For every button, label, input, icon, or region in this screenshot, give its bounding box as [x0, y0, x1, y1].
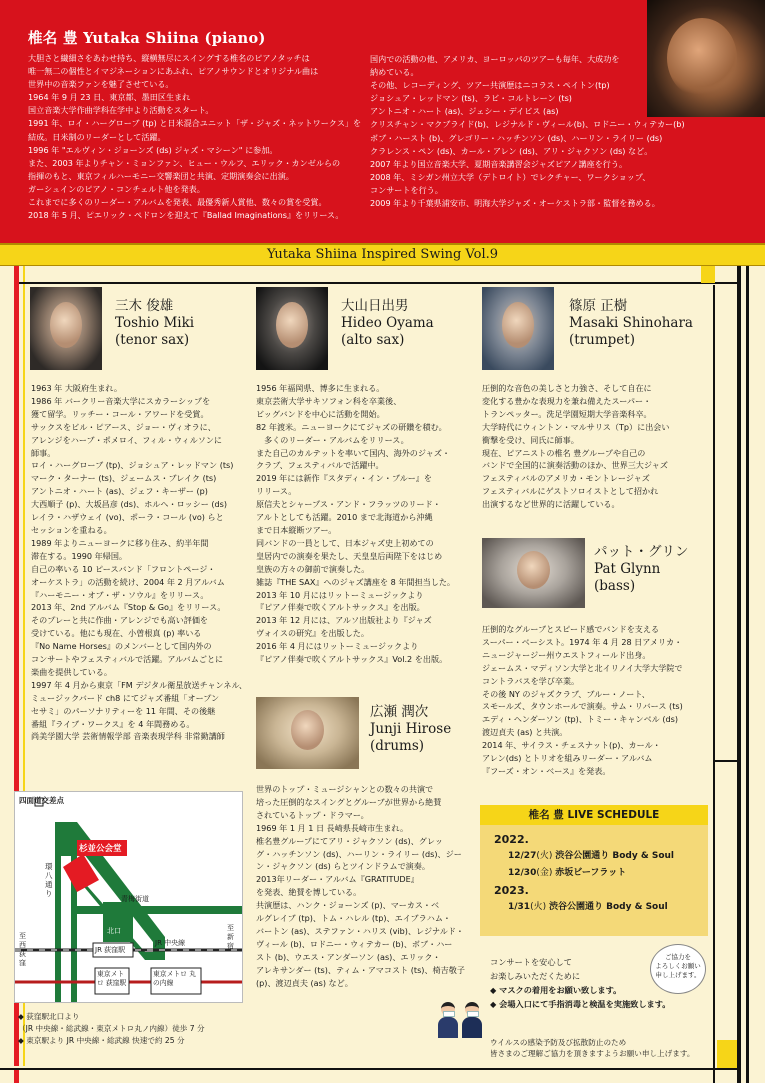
bio-line: ルグレイブ (tp)、トム・ハレル (tp)、エイブラハム・: [256, 913, 452, 924]
bio-line: 指揮のもと、東京フィルハーモニー交響楽団と共演、定期演奏会に出演。: [28, 170, 294, 181]
bio-line: スーパー・ベーシスト。1974 年 4 月 28 日アメリカ・: [482, 636, 683, 647]
event-weekday: (火): [536, 851, 556, 861]
bio-line: 2013 年 10 月にはリットーミュージックより: [256, 589, 424, 600]
bio-line: アルトとしても活躍。2010 まで北海道から沖縄: [256, 512, 433, 523]
bio-line: 圧倒的な音色の美しさと力強さ、そして自在に: [482, 383, 652, 393]
bio-line: また、2003 年よりチャン・ミョンファン、ヒュー・ウルフ、エリック・カンゼルらの: [28, 157, 341, 168]
access-note-line: ◆ 東京駅より JR 中央線・総武線 快速で約 25 分: [18, 1036, 185, 1045]
bio-line: 滞在する。1990 年帰国。: [31, 550, 128, 561]
bio-line: 1964 年 9 月 23 日、東京都、墨田区生まれ: [28, 92, 191, 103]
covid-intro-line: お楽しみいただくために: [490, 971, 581, 981]
map-crossing-label: 四面道交差点: [19, 796, 64, 805]
schedule-year: 2023.: [494, 884, 529, 897]
member-name-hirose: [370, 704, 451, 755]
bio-line: サックスをビル・ピアース、ジョー・ヴィオラに、: [31, 421, 216, 432]
bio-line: 納めている。: [370, 67, 419, 78]
member-name-glynn: [594, 544, 689, 595]
bio-line: 雑誌『THE SAX』へのジャズ講座を 8 年間担当した。: [256, 576, 456, 587]
bio-line: 『フーズ・オン・ベース』を発表。: [482, 765, 611, 776]
band-title: Yutaka Shiina Inspired Swing Vol.9: [266, 247, 499, 262]
bio-line: 1963 年 大阪府生まれ。: [31, 383, 122, 393]
bio-line: 1986 年 バークリー音楽大学にスカラーシップを: [31, 395, 211, 406]
frame-right-black-2: [746, 266, 749, 1083]
access-note-line: ◆ 荻窪駅北口より: [18, 1012, 80, 1021]
bio-line: ヴィール (b)、ロドニー・ウィテカー (b)、ボブ・ハー: [256, 938, 453, 949]
event-weekday: (金): [536, 868, 556, 878]
bio-line: 番組『ライブ・ワークス』を 4 年間務める。: [31, 718, 195, 729]
bio-line: アントニオ・ハート (as)、ジェフ・キーザー (p): [31, 486, 208, 497]
bio-line: ボブ・ハースト (b)、グレゴリー・ハッチンソン (ds)、ハーリン・ライリー (ds): [370, 132, 663, 143]
bio-line: アントニオ・ハート (as)、ジェシー・デイビス (as): [370, 106, 559, 117]
bio-line: 出演するなど世界的に活躍している。: [482, 499, 620, 510]
bio-line: 世界のトップ・ミュージシャンとの数々の共演で: [256, 784, 434, 794]
bio-line: ビッグバンドを中心に活動を開始。: [256, 408, 385, 419]
event-venue: 渋谷公園通り Body & Soul: [548, 902, 668, 912]
bio-line: 楽曲を提供している。: [31, 666, 112, 677]
bio-line: リリース。: [256, 486, 297, 497]
map-chuo-line: JR 中央線: [155, 939, 186, 947]
schedule-event: [494, 848, 674, 865]
bio-line: 世界中の音楽ファンを魅了させている。: [28, 79, 174, 90]
bubble-line: よろしくお願い: [655, 962, 701, 970]
bio-line: コンサートを行う。: [370, 184, 443, 195]
event-date: 12/30: [508, 868, 537, 878]
frame-bottom-red: [14, 1070, 19, 1083]
bio-line: スモールズ、タウンホールで演奏。サム・リバース (ts): [482, 701, 683, 712]
map-direction-west: 至西荻窪: [19, 932, 26, 967]
bio-line: 1956 年福岡県、博多に生まれる。: [256, 383, 385, 393]
map-hall-label: 杉並公会堂: [79, 844, 122, 854]
bio-line: また自己のカルテットを率いて国内、海外のジャズ・: [256, 447, 451, 458]
bio-line: バンドで全国的に演奏活動のほか、世界三大ジャズ: [482, 460, 668, 471]
member-bio-glynn: [482, 623, 683, 778]
bio-line: ジョシュア・レッドマン (ts)、ラビ・コルトレーン (ts): [370, 93, 572, 104]
venue-map: [14, 791, 243, 1003]
bio-line: 2013 年、2nd アルバム『Stop & Go』をリリース。: [31, 602, 226, 613]
live-schedule: [480, 805, 708, 936]
schedule-list: [494, 831, 674, 916]
bio-line: 国内での活動の他、アメリカ、ヨーロッパのツアーも毎年、大成功を: [370, 54, 620, 64]
bio-line: 同バンドの一員として、日本ジャズ史上初めての: [256, 537, 434, 548]
member-name-jp: 広瀬 潤次: [370, 704, 429, 720]
toshio-miki-photo: [30, 287, 102, 370]
bio-line: 衝撃を受け、同氏に師事。: [482, 434, 579, 445]
bio-line: マーク・ターナー (ts)、ジェームス・ブレイク (ts): [31, 473, 217, 484]
bio-line: ロイ・ハーグローブ (tp)、ジョシュア・レッドマン (ts): [31, 460, 234, 471]
frame-right-inner: [713, 285, 715, 1083]
covid-notice: [490, 955, 670, 1011]
bio-line: 1991 年、ロイ・ハーグローブ (tp) と日米混合ユニット「ザ・ジャズ・ネットワークス」を: [28, 118, 362, 129]
map-marunouchi: 東京メトロ 丸の内線: [153, 970, 196, 987]
member-instrument: (tenor sax): [115, 332, 190, 348]
bio-line: 大学時代にウィントン・マルサリス（Tp）に出会い: [482, 421, 670, 432]
virus-note-line: 皆さまのご理解ご協力を頂きますようお願い申し上げます。: [490, 1049, 695, 1058]
bio-line: 原信夫とシャープス・アンド・フラッツのリード・: [256, 499, 441, 510]
bio-line: 大胆さと繊細さをあわせ持ち、縦横無尽にスイングする椎名のピアノタッチは: [28, 53, 310, 63]
schedule-event: [494, 899, 674, 916]
member-name-en: Pat Glynn: [594, 561, 661, 577]
bio-line: 皇居内での演奏を果たし、天皇皇后両陛下をはじめ: [256, 550, 443, 561]
covid-item: ◆ マスクの着用をお願い致します。: [490, 985, 622, 995]
schedule-year: 2022.: [494, 833, 529, 846]
bio-line: 2018 年 5 月、ピエリック・ペドロンを迎えて『Ballad Imaginations』をリリース。: [28, 210, 344, 221]
header-bio-right: [370, 53, 685, 210]
bio-line: 皇族の方々の御前で演奏した。: [256, 563, 370, 574]
bio-line: そのプレーと共に作曲・アレンジでも高い評価を: [31, 615, 209, 626]
frame-right-black: [737, 266, 741, 1083]
member-name-en: Toshio Miki: [115, 315, 195, 331]
frame-bottom-line: [0, 1068, 737, 1070]
bio-line: ヴォイスの研究』を出版した。: [256, 628, 369, 639]
bio-line: 『ハーモニー・オブ・ザ・ソウル』をリリース。: [31, 589, 209, 600]
junji-hirose-photo: [256, 697, 359, 769]
bio-line: ガーシュインのピアノ・コンチェルト他を発表。: [28, 183, 205, 194]
bio-line: バートン (as)、ステファン・ハリス (vib)、レジナルド・: [256, 925, 465, 936]
yutaka-shiina-photo: [647, 0, 765, 117]
bio-line: ニュージャージー州ウエストフィールド出身。: [482, 649, 651, 660]
map-direction-shinjuku: 至新宿: [227, 924, 234, 950]
map-road-kanpachi: 環八通り: [45, 862, 53, 898]
bio-line: セサミ」のパーソナリティーを 11 年間、その後継: [31, 705, 216, 716]
map-tokyo-metro: 東京メトロ 荻窪駅: [97, 970, 127, 987]
bio-line: 唯一無二の個性とイマジネーションにあふれ、ピアノサウンドとオリジナル曲は: [28, 66, 319, 77]
bio-line: これまでに多くのリーダー・アルバムを発表、最優秀新人賞他、数々の賞を受賞。: [28, 197, 327, 208]
bio-line: されているトップ・ドラマー。: [256, 809, 369, 820]
bio-line: 2009 年より千葉県浦安市、明海大学ジャズ・オーケストラ部・監督を務める。: [370, 198, 660, 209]
member-bio-shinohara: [482, 382, 670, 511]
bio-line: 2008 年、ミシガン州立大学（デトロイト）でレクチャー、ワークショップ、: [370, 171, 651, 182]
bio-line: 『No Name Horses』のメンバーとして国内外の: [31, 641, 212, 652]
bio-line: フェスティバルにゲストソロイストとして招かれ: [482, 486, 659, 497]
masked-people-illustration: [438, 1002, 484, 1038]
bio-line: 2019 年には新作『スタディ・イン・ブルー』を: [256, 473, 432, 484]
member-name-en: Masaki Shinohara: [569, 315, 693, 331]
covid-item: ◆ 会場入口にて手指消毒と検温を実施致します。: [490, 999, 671, 1009]
header-title: 椎名 豊 Yutaka Shiina (piano): [28, 30, 266, 47]
schedule-event: [494, 865, 674, 882]
event-venue: 赤坂ビーフラット: [555, 868, 627, 878]
bio-line: コントラバスを学び卒業。: [482, 675, 580, 686]
bio-line: レイラ・ハザウェイ (vo)、ポーラ・コール (vo) らと: [31, 512, 224, 523]
member-instrument: (alto sax): [341, 332, 405, 348]
event-venue: 渋谷公園通り Body & Soul: [555, 851, 674, 861]
event-date: 1/31: [508, 902, 531, 912]
bio-line: アレキサンダー (ts)、ティム・アマコスト (ts)、椅吉敬子: [256, 964, 465, 975]
bio-line: 大西順子 (p)、大坂昌彦 (ds)、ホルヘ・ロッシー (ds): [31, 499, 228, 510]
bio-line: グ・ハッチンソン (ds)、ハーリン・ライリー (ds)、ジー: [256, 848, 462, 859]
bio-line: 2016 年 4 月にはリットーミュージックより: [256, 641, 419, 652]
frame-yellow-block: [701, 266, 715, 283]
bio-line: クラブ、フェスティバルで活躍中。: [256, 460, 384, 471]
speech-bubble: [650, 944, 706, 994]
bio-line: 82 年渡米。ニューヨークにてジャズの研鑽を積む。: [256, 421, 447, 432]
bio-line: アレン(ds) とトリオを組みリーダー・アルバム: [482, 753, 653, 764]
member-name-jp: 篠原 正樹: [569, 298, 628, 314]
bio-line: コンサートやフェスティバルで活躍。アルバムごとに: [31, 654, 224, 665]
event-date: 12/27: [508, 851, 537, 861]
bio-line: 2013 年 12 月には、アルソ出版社より『ジャズ: [256, 615, 432, 626]
bio-line: スト (b)、ウエス・アンダーソン (as)、エリック・: [256, 951, 441, 962]
bio-line: ミュージックバード ch8 にてジャズ番組「オープン: [31, 692, 220, 703]
bio-line: 『ピアノ伴奏で吹くアルトサックス』Vol.2 を出版。: [256, 654, 448, 665]
bio-line: 自己の率いる 10 ピースバンド「フロントページ・: [31, 563, 216, 574]
member-bio-miki: [31, 382, 247, 743]
member-name-shinohara: [569, 298, 693, 349]
bio-line: その後 NY のジャズクラブ、ブルー・ノート、: [482, 688, 650, 699]
member-name-en: Hideo Oyama: [341, 315, 434, 331]
member-name-jp: 大山日出男: [341, 298, 409, 314]
bio-line: 1997 年 4 月から東京「FM デジタル衛星放送チャンネル、: [31, 679, 248, 690]
bio-line: 共演歴は、ハンク・ジョーンズ (p)、マーカス・ベ: [256, 900, 440, 911]
member-name-jp: 三木 俊雄: [115, 298, 174, 314]
frame-bottom-yellow: [717, 1040, 737, 1070]
bio-line: 1989 年よりニューヨークに移り住み、約半年間: [31, 537, 209, 548]
bio-line: 『ピアノ伴奏で吹くアルトサックス』を出版。: [256, 602, 425, 613]
bio-line: その他、レコーディング、ツアー共演歴はニコラス・ペイトン(tp): [370, 80, 610, 91]
bio-line: ン・ジャクソン (ds) らとツインドラムで演奏。: [256, 861, 430, 872]
member-instrument: (trumpet): [569, 332, 635, 348]
member-instrument: (bass): [594, 578, 636, 594]
bio-line: 1969 年 1 月 1 日 長崎県長崎市生まれ。: [256, 822, 409, 833]
member-name-jp: パット・グリン: [594, 544, 689, 560]
member-name-oyama: [341, 298, 434, 349]
virus-note: [490, 1037, 694, 1059]
bio-line: セッションを重ねる。: [31, 524, 112, 535]
bio-line: アレンジをハーブ・ポメロイ、フィル・ウィルソンに: [31, 434, 223, 445]
bio-line: 2013年リーダー・アルバム『GRATITUDE』: [256, 874, 419, 885]
frame-top-line: [19, 282, 737, 284]
bio-line: ジェームス・マディソン大学と北イリノイ大学大学院で: [482, 662, 683, 673]
map-access-notes: [18, 1011, 205, 1047]
bio-line: (p)、渡辺貞夫 (as) など。: [256, 977, 353, 988]
bio-line: クラレンス・ペン (ds)、カール・アレン (ds)、アリ・ジャクソン (ds) など。: [370, 145, 653, 156]
event-weekday: (火): [530, 902, 549, 912]
map-station: JR 荻窪駅: [95, 946, 126, 954]
bio-line: 圧倒的なグルーブとスピード感でバンドを支える: [482, 624, 660, 634]
member-name-en: Junji Hirose: [370, 721, 452, 737]
bubble-line: 申し上げます。: [655, 971, 701, 979]
header-section: [0, 0, 765, 243]
bio-line: 獲て留学。リッチー・コール・アワードを受賞。: [31, 408, 209, 419]
bio-line: まで日本縦断ツアー。: [256, 524, 337, 535]
bio-line: 変化する豊かな表現力を兼ね備えたスーパー・: [482, 395, 652, 406]
bio-line: クリスチャン・マクブライド(b)、レジナルド・ヴィール(b)、ロドニー・ウィテカー(b): [370, 119, 685, 130]
bio-line: フェスティバルのアメリカ・モントレージャズ: [482, 473, 650, 484]
header-bio-left: [28, 52, 361, 222]
bio-line: 多くのリーダー・アルバムをリリース。: [256, 434, 409, 445]
title-band: [0, 243, 765, 266]
hideo-oyama-photo: [256, 287, 328, 370]
bio-line: 椎名豊グループにてアリ・ジャクソン (ds)、グレッ: [256, 835, 443, 846]
bio-line: 結成。日米制のリーダーとして活躍。: [28, 131, 166, 142]
bio-line: 2007 年より国立音楽大学、夏期音楽講習会ジャズピアノ講座を行う。: [370, 158, 628, 169]
bio-line: 国立音楽大学作曲学科在学中より活動をスタート。: [28, 105, 214, 116]
access-note-line: （JR 中央線・総武線・東京メトロ丸ノ内線）徒歩 7 分: [18, 1024, 205, 1033]
bio-line: 渡辺貞夫 (as) と共演。: [482, 727, 568, 738]
covid-intro-line: コンサートを安心して: [490, 957, 572, 967]
schedule-title: 椎名 豊 LIVE SCHEDULE: [480, 805, 708, 825]
bio-line: オーケストラ」の活動を続け、2004 年 2 月アルバム: [31, 576, 225, 587]
masaki-shinohara-photo: [482, 287, 554, 370]
bio-line: 東京芸術大学サキソフォン科を卒業後、: [256, 395, 402, 406]
bio-line: トランペッター。洗足学園短期大学音楽科卒。: [482, 408, 652, 419]
bio-line: 尚美学園大学 芸術情報学部 音楽表現学科 非常勤講師: [31, 731, 225, 742]
member-bio-oyama: [256, 382, 455, 666]
bio-line: 受けている。他にも現在、小曽根真 (p) 率いる: [31, 628, 202, 639]
bio-line: エディ・ヘンダーソン (tp)、トミー・キャンベル (ds): [482, 714, 679, 725]
virus-note-line: ウイルスの感染予防及び拡散防止のため: [490, 1038, 627, 1047]
map-north-exit: 北口: [107, 927, 121, 935]
member-name-miki: [115, 298, 194, 349]
bubble-line: ご協力を: [665, 953, 691, 961]
member-bio-hirose: [256, 783, 465, 990]
bio-line: を発表、絶賛を博している。: [256, 887, 362, 898]
bio-line: 2014 年、サイラス・チェスナット(p)、カール・: [482, 740, 661, 751]
bio-line: 培った圧倒的なスイングとグルーブが世界から絶賛: [256, 796, 442, 807]
map-road-oume: 青梅街道: [121, 895, 149, 903]
frame-right-cross: [715, 760, 737, 762]
bio-line: 現在、ピアニストの椎名 豊グループや自己の: [482, 447, 646, 458]
bio-line: 師事。: [31, 447, 56, 458]
member-instrument: (drums): [370, 738, 425, 754]
bio-line: 1996 年 "エルヴィン・ジョーンズ (ds) ジャズ・マシーン" に参加。: [28, 144, 278, 155]
pat-glynn-photo: [482, 538, 585, 608]
